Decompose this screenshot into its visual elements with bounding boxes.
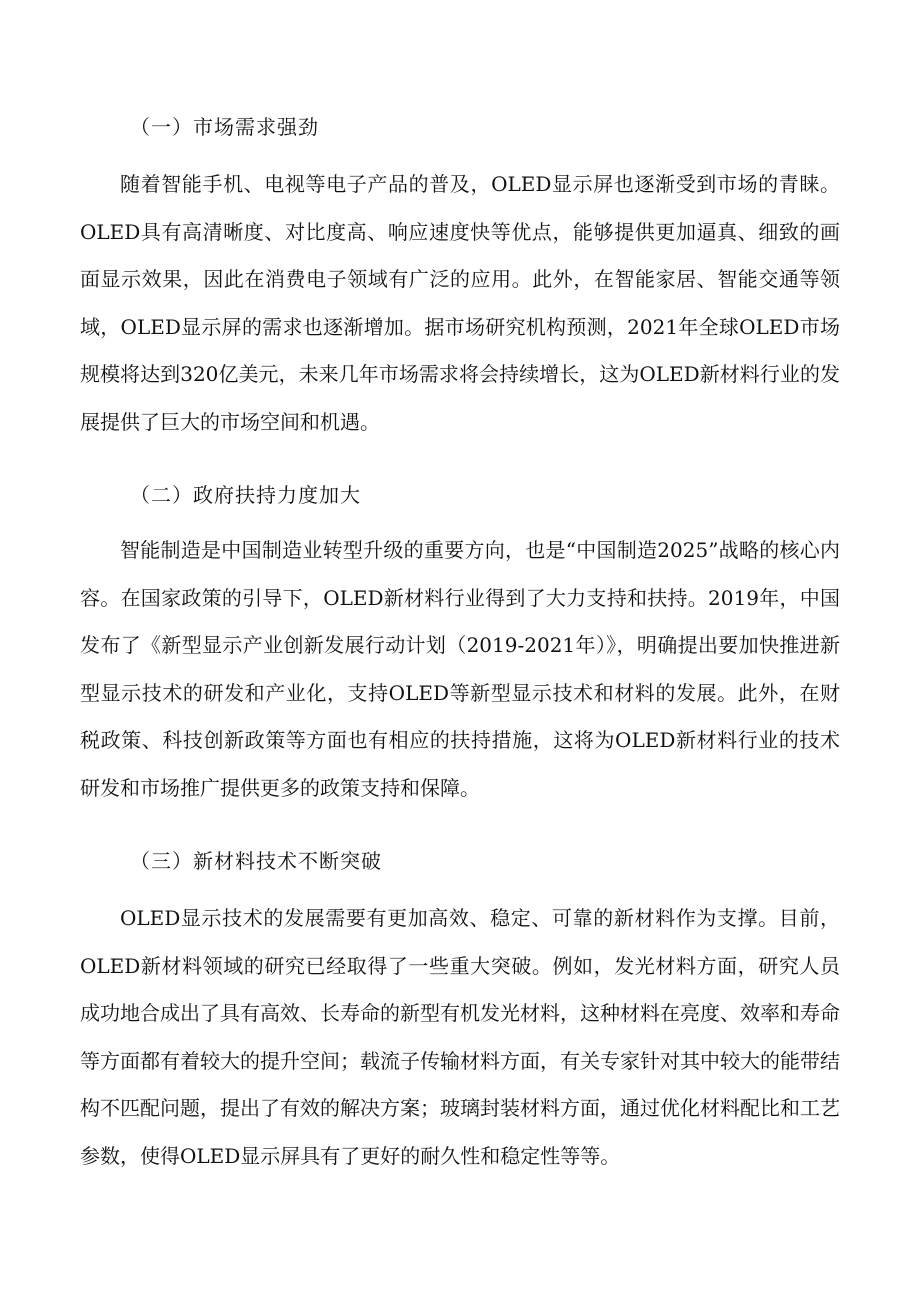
section-heading-material-breakthrough: （三）新材料技术不断突破 bbox=[130, 849, 382, 873]
section-paragraph-government-support: 智能制造是中国制造业转型升级的重要方向，也是“中国制造2025”战略的核心内容。在国家政策的引导下，OLED新材料行业得到了大力支持和扶持。2019年，中国发布了《新型显示产业创新发展行动计划（2019-2021年）》，明确提出要加快推进新型显示技术的研发和产业化，支持OLED等新型显示技术和材料的发展。此外，在财税政策、科技创新政策等方面也有相应的扶持措施，这将为OLED新材料行业的技术研发和市场推广提供更多的政策支持和保障。 bbox=[80, 538, 840, 800]
section-heading-market-demand: （一）市场需求强劲 bbox=[130, 115, 319, 139]
section-paragraph-material-breakthrough: OLED显示技术的发展需要有更加高效、稳定、可靠的新材料作为支撑。目前，OLED新材料领域的研究已经取得了一些重大突破。例如，发光材料方面，研究人员成功地合成出了具有高效、长寿命的新型有机发光材料，这种材料在亮度、效率和寿命等方面都有着较大的提升空间；载流子传输材料方面，有关专家针对其中较大的能带结构不匹配问题，提出了有效的解决方案；玻璃封装材料方面，通过优化材料配比和工艺参数，使得OLED显示屏具有了更好的耐久性和稳定性等等。 bbox=[80, 906, 840, 1168]
section-paragraph-market-demand: 随着智能手机、电视等电子产品的普及，OLED显示屏也逐渐受到市场的青睐。OLED具有高清晰度、对比度高、响应速度快等优点，能够提供更加逼真、细致的画面显示效果，因此在消费电子领域有广泛的应用。此外，在智能家居、智能交通等领域，OLED显示屏的需求也逐渐增加。据市场研究机构预测，2021年全球OLED市场规模将达到320亿美元，未来几年市场需求将会持续增长，这为OLED新材料行业的发展提供了巨大的市场空间和机遇。 bbox=[80, 172, 840, 434]
section-heading-government-support: （二）政府扶持力度加大 bbox=[130, 483, 361, 507]
